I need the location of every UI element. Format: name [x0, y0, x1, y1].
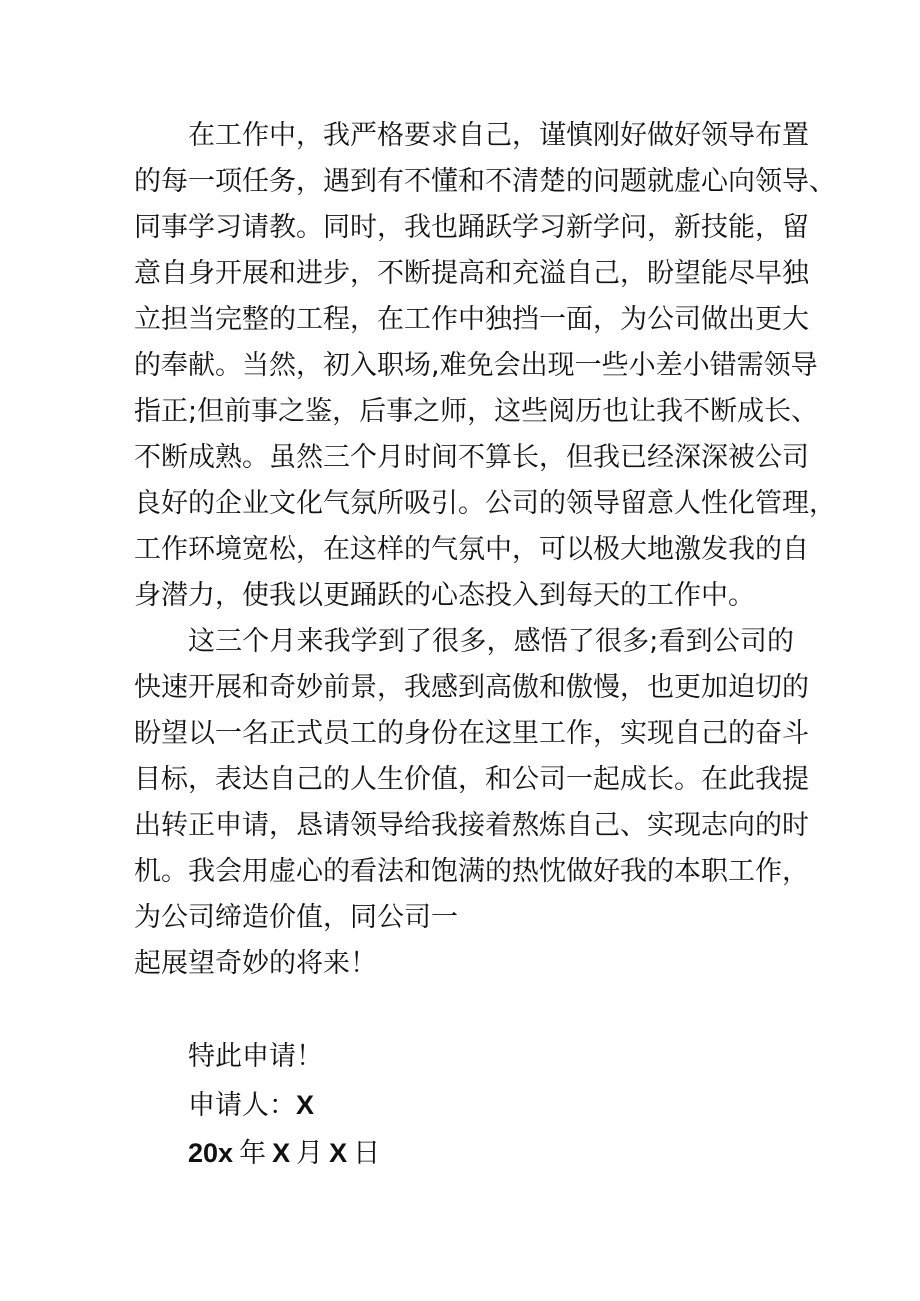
date-day-unit: 日 — [353, 1138, 381, 1169]
paragraph-2-line-4: 目标，表达自己的人生价值，和公司一起成长。在此我提 — [134, 764, 809, 795]
letter-body — [134, 113, 836, 987]
applicant-name: X — [296, 1090, 315, 1120]
paragraph-1-line-4: 意自身开展和进步，不断提高和充溢自己，盼望能尽早独 — [134, 258, 809, 289]
date-month: X — [272, 1138, 291, 1168]
paragraph-1-line-11: 身潜力，使我以更踊跃的心态投入到每天的工作中。 — [134, 580, 755, 611]
applicant-line — [188, 1081, 380, 1129]
paragraph-2-line-6: 机。我会用虚心的看法和饱满的热忱做好我的本职工作， — [134, 856, 809, 887]
date-year-unit: 年 — [239, 1138, 267, 1169]
closing-statement: 特此申请！ — [188, 1041, 323, 1072]
date-line — [188, 1129, 380, 1177]
paragraph-1-line-9: 良好的企业文化气氛所吸引。公司的领导留意人性化管理， — [134, 488, 836, 519]
paragraph-1-line-8: 不断成熟。虽然三个月时间不算长，但我已经深深被公司 — [134, 442, 809, 473]
letter-closing — [188, 1033, 380, 1177]
paragraph-1-line-6: 的奉献。当然，初入职场,难免会出现一些小差小错需领导 — [134, 350, 818, 381]
paragraph-1-line-10: 工作环境宽松，在这样的气氛中，可以极大地激发我的自 — [134, 534, 809, 565]
paragraph-2-line-3: 盼望以一名正式员工的身份在这里工作，实现自己的奋斗 — [134, 718, 809, 749]
date-month-unit: 月 — [296, 1138, 324, 1169]
paragraph-1-line-1: 在工作中，我严格要求自己，谨慎刚好做好领导布置 — [188, 120, 809, 151]
paragraph-1-line-5: 立担当完整的工程，在工作中独挡一面，为公司做出更大 — [134, 304, 809, 335]
paragraph-1-line-2: 的每一项任务，遇到有不懂和不清楚的问题就虚心向领导、 — [134, 166, 836, 197]
date-day: X — [329, 1138, 348, 1168]
paragraph-2-line-7: 为公司缔造价值，同公司一 — [134, 902, 458, 933]
date-year: 20x — [188, 1138, 234, 1168]
paragraph-2-line-2: 快速开展和奇妙前景，我感到高傲和傲慢，也更加迫切的 — [134, 672, 809, 703]
paragraph-1-line-3: 同事学习请教。同时，我也踊跃学习新学问，新技能，留 — [134, 212, 809, 243]
applicant-label: 申请人： — [188, 1090, 296, 1121]
paragraph-2-line-1: 这三个月来我学到了很多，感悟了很多;看到公司的 — [188, 626, 794, 657]
paragraph-2-line-5: 出转正申请，恳请领导给我接着熬炼自己、实现志向的时 — [134, 810, 809, 841]
paragraph-2-line-8: 起展望奇妙的将来！ — [134, 948, 377, 979]
paragraph-1-line-7: 指正;但前事之鉴，后事之师，这些阅历也让我不断成长、 — [134, 396, 819, 427]
